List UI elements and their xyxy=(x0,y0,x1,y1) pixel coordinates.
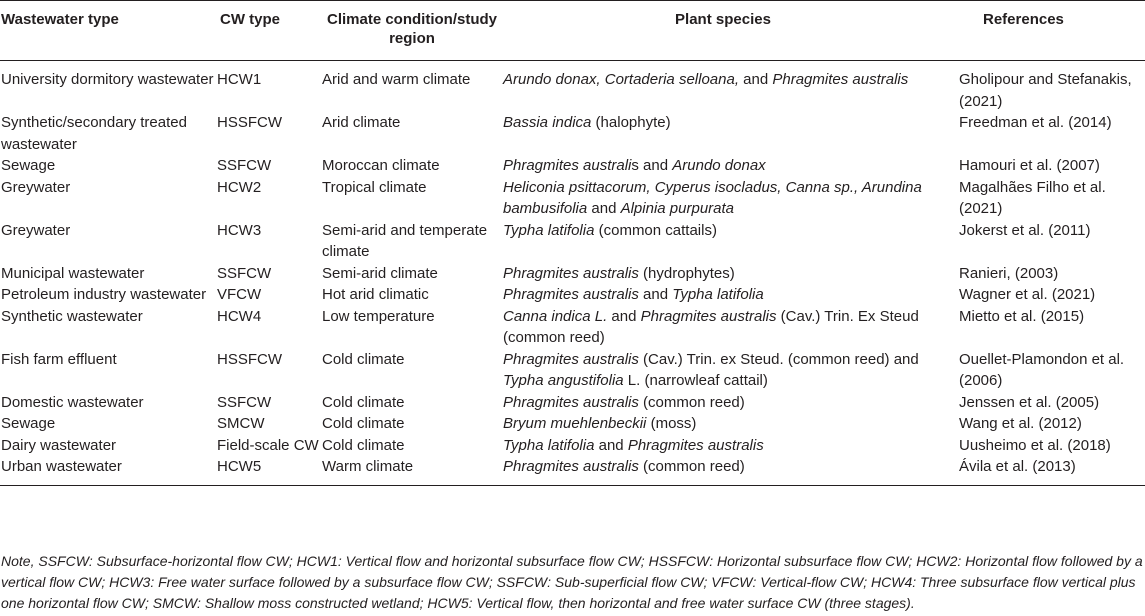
species-name: Alpinia purpurata xyxy=(620,200,735,217)
species-text: s and xyxy=(631,157,673,174)
species-name: Canna indica L. xyxy=(503,307,608,325)
cell-plant-species xyxy=(502,220,944,263)
cell-cw-type: SMCW xyxy=(217,415,265,432)
table-row xyxy=(0,220,1145,263)
cell-plant-species xyxy=(502,392,944,414)
species-name: Typha latifolia xyxy=(672,286,764,303)
header-cw-type: CW type xyxy=(215,1,322,61)
cell-climate: Low temperature xyxy=(322,307,435,325)
cell-plant-species xyxy=(502,155,944,177)
species-text: and xyxy=(587,200,621,217)
cell-wastewater-type: Fish farm effluent xyxy=(1,350,117,368)
species-name: Arundo donax xyxy=(672,157,766,174)
cell-reference: Wang et al. (2012) xyxy=(959,415,1082,432)
cell-reference: Ávila et al. (2013) xyxy=(944,456,1145,485)
cell-cw-type: SSFCW xyxy=(217,393,272,411)
cell-cw-type: HCW5 xyxy=(215,456,322,485)
cell-cw-type: HCW3 xyxy=(217,221,262,239)
table-body xyxy=(0,61,1145,486)
table-row xyxy=(0,112,1145,155)
species-text: (halophyte) xyxy=(591,114,671,131)
table-footnote: Note, SSFCW: Subsurface-horizontal flow CW; HCW1: Vertical flow and horizontal subsurface flow CW; HSSFCW: Horizontal subsurface flow CW; HCW2: Horizontal flow followed by a vertical flow CW; HCW3: Free water surface followed by a subsurface flow CW; SSFCW: Sub-superficial flow CW; VFCW: Vertical-flow CW; HCW4: Three subsurface flow vertical plus one horizontal flow CW; SMCW: Shallow moss constructed wetland; HCW5: Vertical flow, then horizontal and free water surface CW (three stages). xyxy=(1,553,1143,611)
header-wastewater-type: Wastewater type xyxy=(0,1,215,61)
table-row xyxy=(0,155,1145,177)
cell-reference: Hamouri et al. (2007) xyxy=(959,157,1100,174)
cell-climate: Cold climate xyxy=(322,350,405,368)
header-references: References xyxy=(944,1,1145,61)
cell-reference: Mietto et al. (2015) xyxy=(959,307,1085,325)
cell-plant-species xyxy=(502,456,944,485)
species-text: (moss) xyxy=(646,415,697,432)
table-row xyxy=(0,61,1145,113)
cell-cw-type: SSFCW xyxy=(217,264,272,282)
cell-climate: Arid climate xyxy=(322,114,401,131)
cell-wastewater-type: Urban wastewater xyxy=(0,456,215,485)
species-name: Typha latifolia xyxy=(503,436,595,454)
species-text: L. (narrowleaf cattail) xyxy=(623,372,768,389)
cell-wastewater-type: Greywater xyxy=(1,221,71,239)
table-row xyxy=(0,456,1145,485)
cell-cw-type: VFCW xyxy=(217,286,262,303)
cell-reference: Gholipour and Stefanakis, (2021) xyxy=(959,71,1132,110)
cell-wastewater-type: Sewage xyxy=(1,415,56,432)
cell-plant-species xyxy=(502,177,944,220)
cell-wastewater-type: Dairy wastewater xyxy=(1,436,117,454)
cell-plant-species xyxy=(502,263,944,285)
species-text: and xyxy=(594,436,628,454)
cell-wastewater-type: Petroleum industry wastewater xyxy=(1,286,207,303)
cell-cw-type: HCW1 xyxy=(217,71,262,88)
cell-climate: Semi-arid and temperate climate xyxy=(322,221,488,260)
cell-reference: Jenssen et al. (2005) xyxy=(959,393,1100,411)
header-climate: Climate condition/study region xyxy=(322,1,502,61)
cell-plant-species xyxy=(502,112,944,155)
cell-cw-type: HSSFCW xyxy=(217,350,282,368)
species-name: Phragmites australis xyxy=(503,393,639,411)
cell-climate: Tropical climate xyxy=(322,178,427,196)
species-name: Arundo donax, Cortaderia selloana, xyxy=(503,71,739,88)
cell-cw-type: HCW4 xyxy=(217,307,262,325)
cell-reference: Jokerst et al. (2011) xyxy=(959,221,1091,239)
cell-wastewater-type: Sewage xyxy=(1,157,56,174)
species-name: Phragmites australis xyxy=(503,350,639,368)
species-text: and xyxy=(638,286,673,303)
cell-reference: Freedman et al. (2014) xyxy=(959,114,1112,131)
species-text: and xyxy=(607,307,641,325)
species-name: Bassia indica xyxy=(503,114,592,131)
table-row xyxy=(0,263,1145,285)
species-text: and xyxy=(739,71,773,88)
cell-cw-type: Field-scale CW xyxy=(217,436,319,454)
table-row xyxy=(0,413,1145,435)
table-row xyxy=(0,306,1145,349)
cell-wastewater-type: University dormitory wastewater xyxy=(1,71,214,88)
species-name: Phragmites australis xyxy=(627,436,764,454)
species-name: Phragmites australi xyxy=(503,157,632,174)
cell-plant-species xyxy=(502,61,944,113)
table-row xyxy=(0,435,1145,457)
cell-reference: Wagner et al. (2021) xyxy=(959,286,1096,303)
cell-reference: Ouellet-Plamondon et al. (2006) xyxy=(959,350,1125,389)
species-name: Typha latifolia xyxy=(503,221,595,239)
cell-plant-species xyxy=(502,413,944,435)
cell-climate: Warm climate xyxy=(322,456,502,485)
species-name: Phragmites australis xyxy=(503,458,639,475)
cell-plant-species xyxy=(502,306,944,349)
cell-climate: Semi-arid climate xyxy=(322,264,438,282)
species-name: Phragmites australis xyxy=(503,286,639,303)
cell-climate: Moroccan climate xyxy=(322,157,440,174)
cell-reference: Uusheimo et al. (2018) xyxy=(959,436,1111,454)
cell-wastewater-type: Synthetic/secondary treated wastewater xyxy=(1,114,187,153)
header-row xyxy=(0,1,1145,61)
table-row xyxy=(0,392,1145,414)
species-text: (Cav.) Trin. ex Steud. (common reed) and xyxy=(638,350,919,368)
cell-cw-type: HSSFCW xyxy=(217,114,282,131)
cell-climate: Cold climate xyxy=(322,415,405,432)
cell-wastewater-type: Domestic wastewater xyxy=(1,393,144,411)
species-text: (common cattails) xyxy=(594,221,717,239)
species-name: Phragmites australis xyxy=(772,71,909,88)
cell-reference: Magalhães Filho et al. (2021) xyxy=(959,178,1106,217)
cell-wastewater-type: Municipal wastewater xyxy=(1,264,145,282)
species-name: Bryum muehlenbeckii xyxy=(503,415,647,432)
species-name: Typha angustifolia xyxy=(503,372,624,389)
cell-plant-species xyxy=(502,435,944,457)
species-text: (common reed) xyxy=(638,458,745,475)
table-row xyxy=(0,349,1145,392)
species-name: Heliconia psittacorum, Cyperus isocladus, Canna sp., Arundina bambusifolia xyxy=(503,178,922,217)
cell-plant-species xyxy=(502,284,944,306)
species-text: (common reed) xyxy=(638,393,745,411)
cell-plant-species xyxy=(502,349,944,392)
cell-climate: Hot arid climatic xyxy=(322,286,429,303)
cell-cw-type: HCW2 xyxy=(217,178,262,196)
table-row xyxy=(0,284,1145,306)
cell-climate: Cold climate xyxy=(322,393,405,411)
table-header xyxy=(0,1,1145,61)
cell-wastewater-type: Synthetic wastewater xyxy=(1,307,143,325)
species-text: (hydrophytes) xyxy=(638,264,735,282)
cell-wastewater-type: Greywater xyxy=(1,178,71,196)
species-name: Phragmites australis xyxy=(503,264,639,282)
cell-reference: Ranieri, (2003) xyxy=(959,264,1059,282)
cell-climate: Cold climate xyxy=(322,436,405,454)
cell-climate: Arid and warm climate xyxy=(322,71,471,88)
species-name: Phragmites australis xyxy=(640,307,777,325)
table-row xyxy=(0,177,1145,220)
species-text: (Cav.) Trin. Ex Steud (common reed) xyxy=(503,307,919,346)
header-plant-species: Plant species xyxy=(502,1,944,61)
cell-cw-type: SSFCW xyxy=(217,157,272,174)
